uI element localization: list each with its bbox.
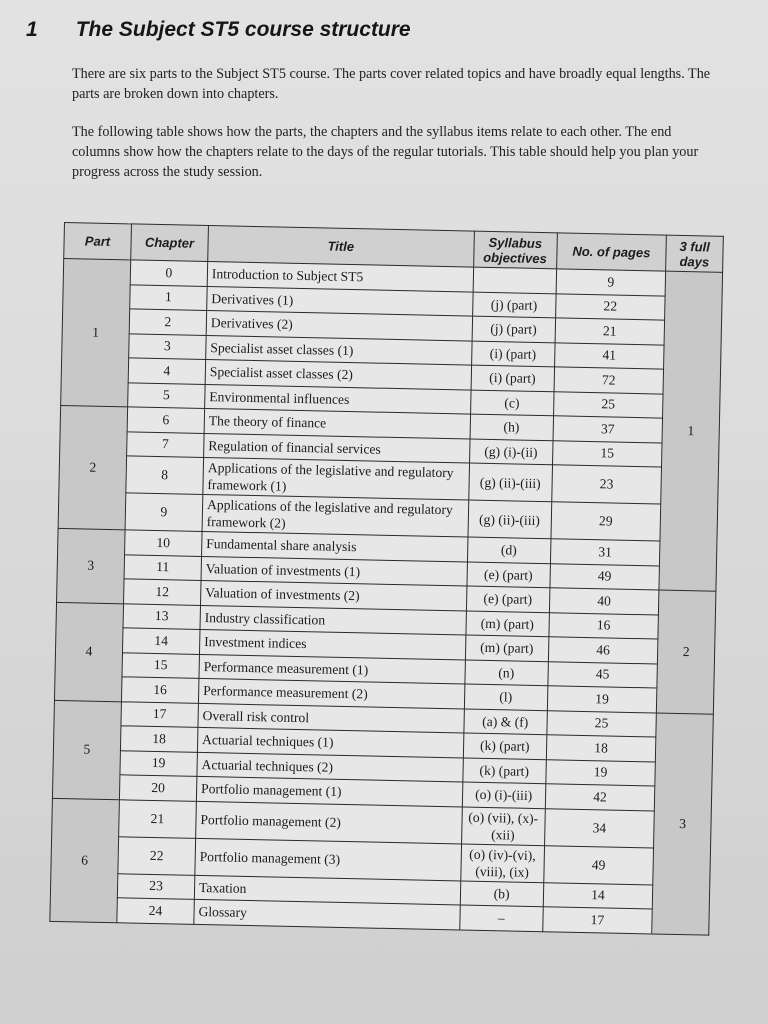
chapter-cell: 23 (117, 873, 195, 899)
pages-cell: 46 (548, 637, 658, 664)
chapter-cell: 18 (120, 726, 198, 752)
syllabus-cell: (o) (iv)-(vi), (viii), (ix) (460, 843, 544, 882)
section-number: 1 (26, 18, 38, 41)
chapter-cell: 8 (126, 456, 204, 495)
title-cell: Portfolio management (1) (196, 776, 462, 806)
pages-cell: 16 (549, 612, 659, 639)
intro-paragraph-2: The following table shows how the parts, the chapters and the syllabus items relate to each other. The end columns show how the chapters relate to the days of the regular tutorials. This table should help you plan your progress across the study session. (72, 124, 699, 180)
syllabus-cell: – (459, 905, 543, 931)
chapter-cell: 21 (119, 799, 197, 838)
syllabus-cell: (g) (i)-(ii) (469, 439, 553, 465)
part-cell: 5 (52, 700, 121, 799)
chapter-cell: 4 (128, 358, 206, 384)
syllabus-cell: (l) (464, 684, 548, 710)
chapter-cell: 1 (130, 284, 208, 310)
pages-cell: 22 (555, 293, 665, 320)
pages-cell: 40 (549, 588, 659, 615)
pages-cell: 19 (547, 686, 657, 713)
pages-cell: 14 (543, 882, 653, 909)
syllabus-cell: (o) (i)-(iii) (462, 782, 546, 808)
part-cell: 6 (50, 798, 119, 922)
header-part: Part (64, 223, 132, 260)
chapter-cell: 5 (128, 382, 206, 408)
syllabus-cell: (m) (part) (465, 635, 549, 661)
syllabus-cell: (a) & (f) (463, 708, 547, 734)
syllabus-cell: (j) (part) (472, 292, 556, 318)
title-cell: Actuarial techniques (2) (197, 752, 463, 782)
pages-cell: 42 (545, 784, 655, 811)
title-cell: Environmental influences (205, 384, 471, 414)
header-syllabus: Syllabus objectives (473, 231, 557, 269)
syllabus-cell: (o) (vii), (x)-(xii) (461, 806, 545, 845)
title-cell: Regulation of financial services (204, 433, 470, 463)
title-cell: Industry classification (200, 605, 466, 635)
title-cell: Derivatives (1) (207, 286, 473, 316)
header-days: 3 full days (666, 235, 724, 272)
title-cell: Investment indices (199, 629, 465, 659)
title-cell: Introduction to Subject ST5 (207, 262, 473, 292)
chapter-cell: 11 (124, 554, 202, 580)
header-title: Title (208, 226, 474, 268)
days-cell: 3 (652, 713, 713, 935)
syllabus-cell: (h) (470, 414, 554, 440)
course-structure-table (49, 222, 724, 935)
chapter-cell: 9 (125, 493, 203, 532)
chapter-cell: 10 (124, 530, 202, 556)
pages-cell: 23 (551, 465, 661, 504)
syllabus-cell: (n) (464, 659, 548, 685)
days-cell: 1 (659, 271, 722, 591)
title-cell: Portfolio management (2) (196, 801, 462, 844)
title-cell: Valuation of investments (2) (200, 580, 466, 610)
syllabus-cell: (k) (part) (462, 757, 546, 783)
chapter-cell: 22 (118, 836, 196, 875)
syllabus-cell: (c) (470, 390, 554, 416)
chapter-cell: 24 (117, 898, 195, 924)
syllabus-cell: (j) (part) (472, 316, 556, 342)
pages-cell: 37 (553, 416, 663, 443)
syllabus-cell: (e) (part) (466, 586, 550, 612)
syllabus-cell: (g) (ii)-(iii) (468, 463, 552, 502)
part-cell: 4 (54, 602, 123, 701)
title-cell: The theory of finance (204, 408, 470, 438)
chapter-cell: 20 (119, 775, 197, 801)
title-cell: Actuarial techniques (1) (197, 727, 463, 757)
title-cell: Valuation of investments (1) (201, 556, 467, 586)
part-cell: 3 (57, 528, 125, 603)
pages-cell: 31 (550, 539, 660, 566)
pages-cell: 19 (546, 759, 656, 786)
syllabus-cell: (e) (part) (467, 562, 551, 588)
pages-cell: 45 (548, 661, 658, 688)
syllabus-cell: (i) (part) (471, 341, 555, 367)
title-cell: Fundamental share analysis (201, 531, 467, 561)
chapter-cell: 15 (122, 652, 200, 678)
chapter-cell: 12 (123, 579, 201, 605)
intro-paragraph-1: There are six parts to the Subject ST5 course. The parts cover related topics and have broadly equal lengths. The parts are broken down into chapters. (72, 66, 711, 102)
syllabus-cell (473, 267, 557, 293)
chapter-cell: 19 (120, 750, 198, 776)
pages-cell: 25 (547, 710, 657, 737)
pages-cell: 18 (546, 735, 656, 762)
syllabus-cell: (k) (part) (463, 733, 547, 759)
title-cell: Performance measurement (1) (199, 654, 465, 684)
pages-cell: 49 (550, 563, 660, 590)
title-cell: Applications of the legislative and regulatory framework (1) (203, 457, 469, 500)
pages-cell: 72 (554, 367, 664, 394)
syllabus-cell: (m) (part) (466, 611, 550, 637)
header-chapter: Chapter (131, 224, 209, 262)
chapter-cell: 7 (127, 431, 205, 457)
title-cell: Derivatives (2) (206, 311, 472, 341)
chapter-cell: 6 (127, 407, 205, 433)
pages-cell: 29 (551, 502, 661, 541)
title-cell: Overall risk control (198, 703, 464, 733)
syllabus-cell: (i) (part) (471, 365, 555, 391)
chapter-cell: 0 (130, 260, 208, 286)
syllabus-cell: (b) (460, 880, 544, 906)
title-cell: Glossary (194, 899, 460, 929)
header-pages: No. of pages (556, 233, 666, 271)
chapter-cell: 2 (129, 309, 207, 335)
pages-cell: 17 (542, 907, 652, 934)
chapter-cell: 14 (122, 628, 200, 654)
title-cell: Taxation (194, 875, 460, 905)
pages-cell: 9 (556, 269, 666, 296)
chapter-cell: 16 (121, 677, 199, 703)
title-cell: Specialist asset classes (2) (205, 359, 471, 389)
chapter-cell: 13 (123, 603, 201, 629)
pages-cell: 49 (543, 845, 653, 884)
chapter-cell: 3 (129, 333, 207, 359)
chapter-cell: 17 (121, 701, 199, 727)
pages-cell: 21 (555, 318, 665, 345)
title-cell: Portfolio management (3) (195, 838, 461, 881)
title-cell: Applications of the legislative and regulatory framework (2) (202, 494, 468, 537)
section-heading (26, 18, 411, 42)
part-cell: 2 (58, 405, 127, 529)
section-title: The Subject ST5 course structure (75, 18, 411, 41)
title-cell: Specialist asset classes (1) (206, 335, 472, 365)
syllabus-cell: (d) (467, 537, 551, 563)
days-cell: 2 (657, 590, 716, 714)
title-cell: Performance measurement (2) (198, 678, 464, 708)
pages-cell: 34 (544, 808, 654, 847)
syllabus-cell: (g) (ii)-(iii) (468, 500, 552, 539)
pages-cell: 15 (552, 440, 662, 467)
pages-cell: 25 (553, 391, 663, 418)
pages-cell: 41 (554, 342, 664, 369)
part-cell: 1 (61, 259, 131, 407)
